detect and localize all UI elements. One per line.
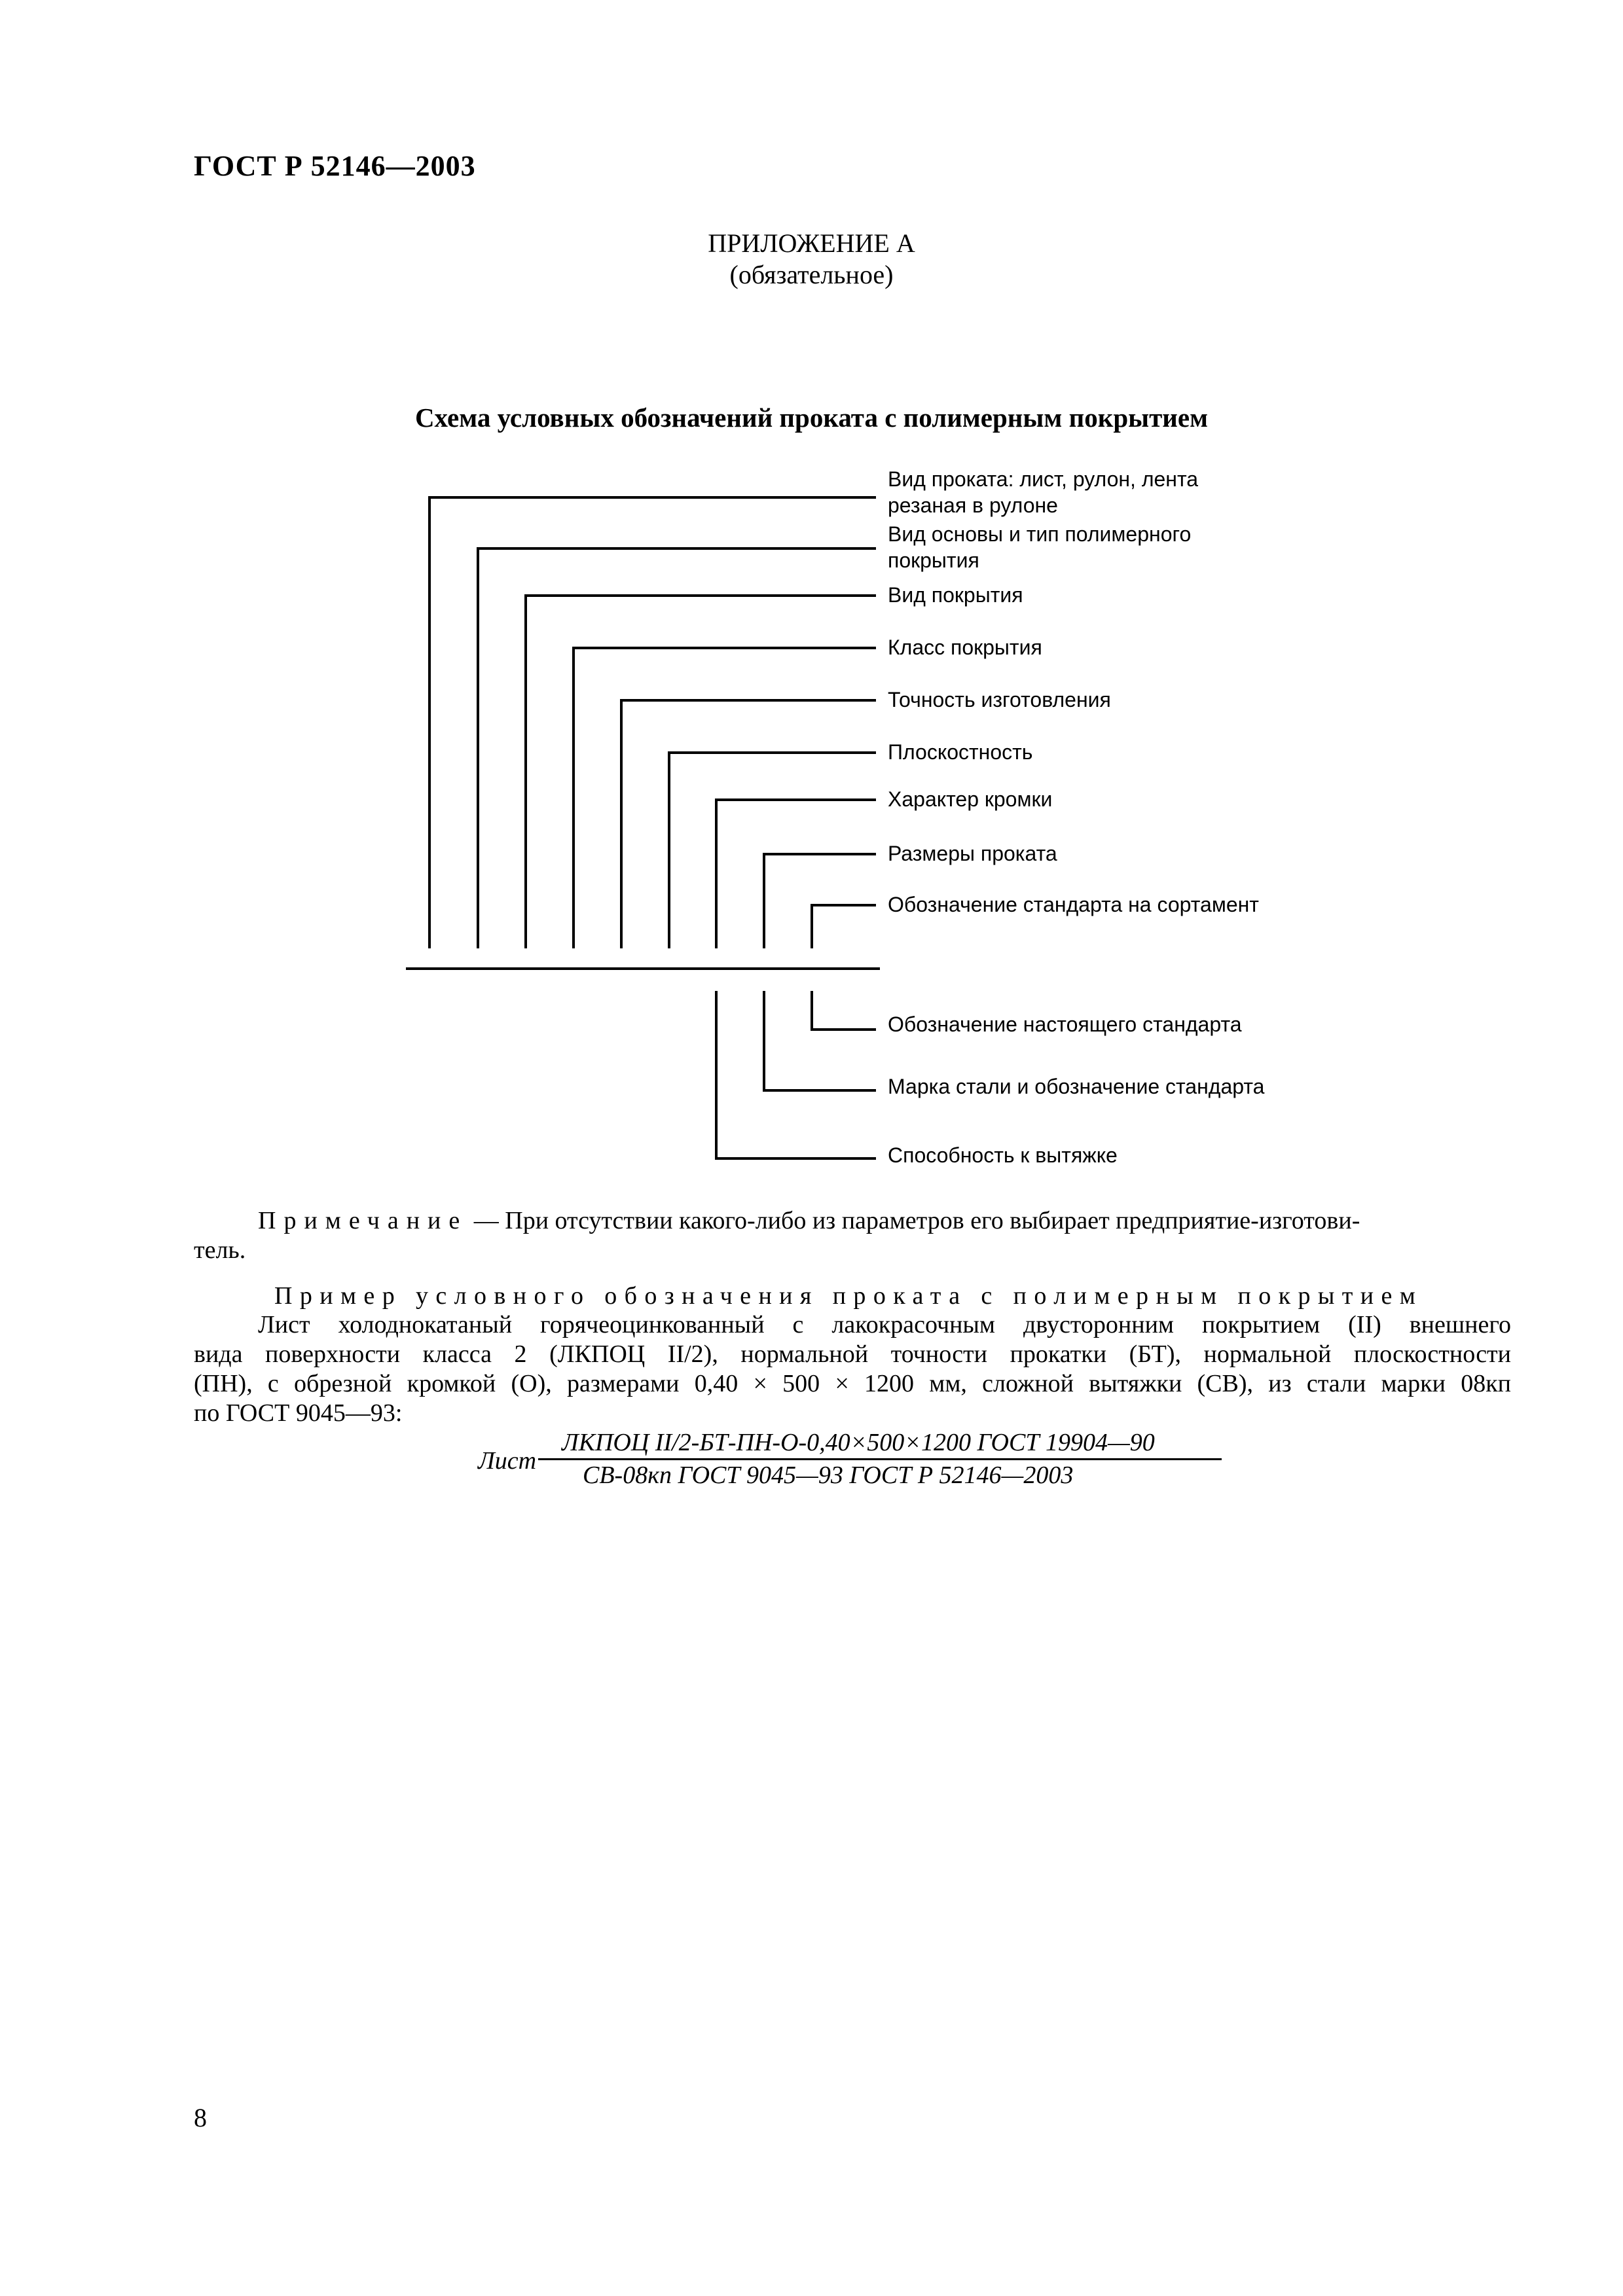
label-flatness: Плоскостность	[888, 740, 1033, 764]
label-line: резаная в рулоне	[888, 493, 1058, 517]
example-heading: Пример условного обозначения проката с полимерным покрытием	[274, 1282, 1423, 1310]
formula-fraction-line	[538, 1458, 1222, 1460]
appendix-title: ПРИЛОЖЕНИЕ А	[708, 228, 915, 258]
formula-numerator: ЛКПОЦ II/2-БТ-ПН-О-0,40×500×1200 ГОСТ 19904—90	[562, 1429, 1155, 1456]
bracket-line	[764, 854, 875, 947]
formula-denominator: СВ-08кп ГОСТ 9045—93 ГОСТ Р 52146—2003	[583, 1462, 1074, 1489]
bracket-line	[812, 992, 875, 1030]
note-line-2: тель.	[194, 1236, 246, 1264]
note-prefix: Примечание	[258, 1207, 468, 1234]
label-coating-kind: Вид покрытия	[888, 583, 1023, 607]
note-line-1	[258, 1206, 1360, 1235]
label-steel-grade: Марка стали и обозначение стандарта	[888, 1075, 1265, 1098]
label-drawability: Способность к вытяжке	[888, 1143, 1118, 1167]
appendix-status: (обязательное)	[729, 260, 894, 289]
example-line-1: Лист холоднокатаный горячеоцинкованный с лакокрасочным двусторонним покрытием (II) внешнего	[258, 1311, 1511, 1338]
bracket-line	[812, 905, 875, 947]
label-this-standard: Обозначение настоящего стандарта	[888, 1013, 1242, 1036]
label-line: Вид проката: лист, рулон, лента	[888, 467, 1199, 491]
label-edge-type: Характер кромки	[888, 787, 1053, 811]
bracket-line	[716, 992, 875, 1158]
label-rolled-type	[888, 466, 1198, 518]
example-line-3: (ПН), с обрезной кромкой (О), размерами 0,40 × 500 × 1200 мм, сложной вытяжки (СВ), из стали марки 08кп	[194, 1370, 1511, 1397]
bracket-line	[716, 800, 875, 947]
formula-lead: Лист	[478, 1447, 537, 1475]
bracket-line	[478, 548, 875, 947]
bracket-line	[621, 700, 875, 947]
bracket-line	[669, 753, 875, 947]
scheme-title: Схема условных обозначений проката с полимерным покрытием	[414, 403, 1209, 433]
label-line: покрытия	[888, 548, 979, 572]
document-code: ГОСТ Р 52146—2003	[194, 150, 476, 182]
label-dimensions: Размеры проката	[888, 842, 1057, 865]
example-line-2: вида поверхности класса 2 (ЛКПОЦ II/2), нормальной точности прокатки (БТ), нормальной плоскостности	[194, 1340, 1511, 1368]
label-assortment-standard: Обозначение стандарта на сортамент	[888, 893, 1259, 916]
label-coating-class: Класс покрытия	[888, 636, 1042, 659]
bracket-line	[764, 992, 875, 1090]
page-number: 8	[194, 2103, 207, 2132]
bracket-line	[429, 497, 875, 947]
example-line-4: по ГОСТ 9045—93:	[194, 1399, 403, 1427]
label-base-and-coating-type	[888, 521, 1191, 573]
label-manufacturing-accuracy: Точность изготовления	[888, 688, 1111, 711]
label-line: Вид основы и тип полимерного	[888, 522, 1192, 546]
note-text: — При отсутствии какого-либо из параметров его выбирает предприятие-изготови-	[467, 1207, 1360, 1234]
bracket-line	[574, 648, 875, 947]
